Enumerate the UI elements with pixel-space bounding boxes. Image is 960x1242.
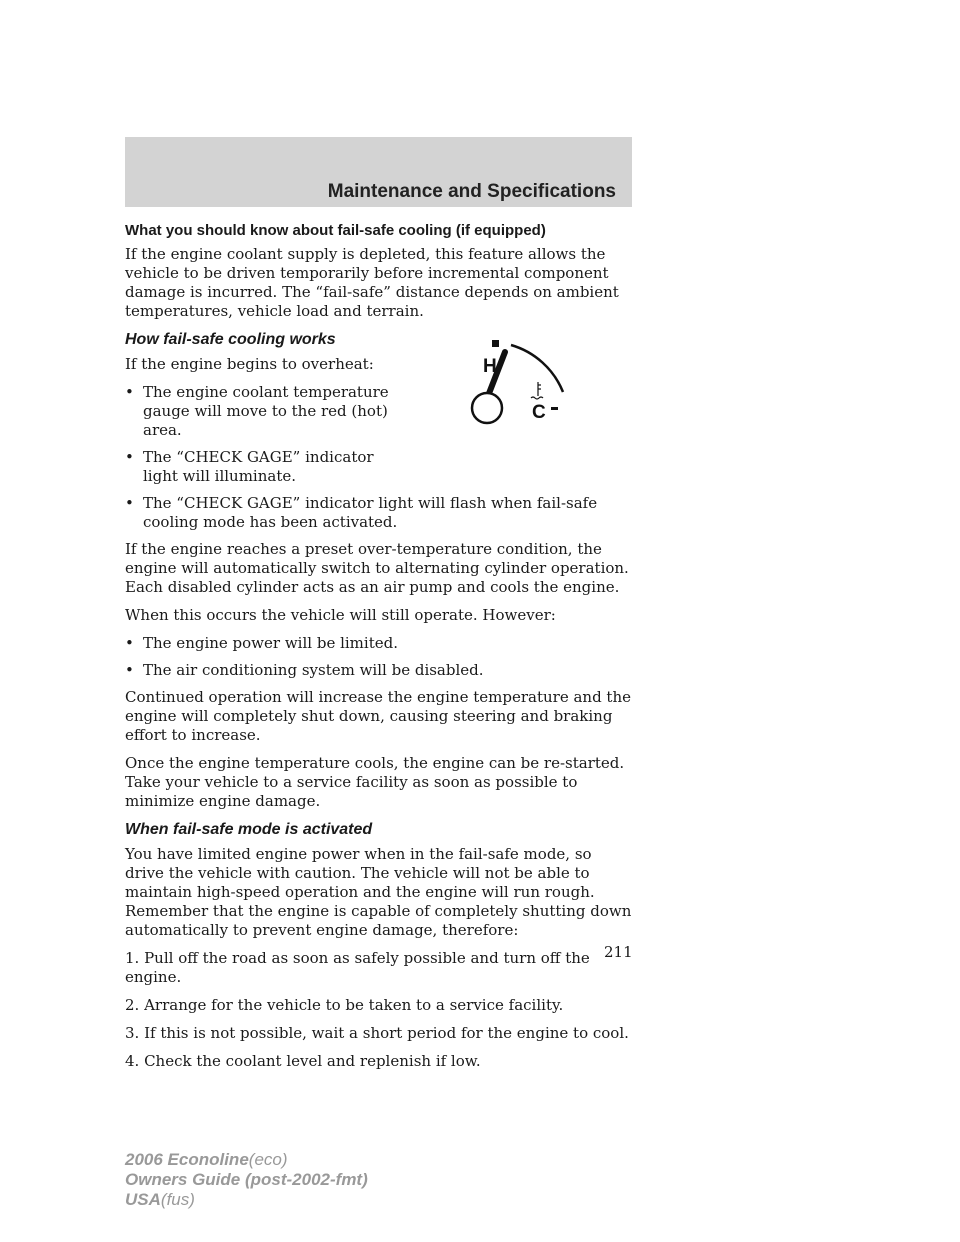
heading-fail-safe-cooling: What you should know about fail-safe cooling (if equipped) [125,222,546,239]
footer-line-guide: Owners Guide (post-2002-fmt) [125,1170,368,1189]
paragraph: You have limited engine power when in the fail-safe mode, so drive the vehicle with caution. The vehicle will not be able to maintain high-speed operation and the engine will run rough. Remember that the engine is capable of completely shutting down automatically to prevent engine damage, therefore: [125,845,632,939]
heading-how-it-works: How fail-safe cooling works [125,331,336,348]
step-item: 2. Arrange for the vehicle to be taken to a service facility. [125,996,564,1014]
hot-label: H [483,356,497,377]
list-item-text: The engine power will be limited. [143,634,398,652]
heading-fail-safe-activated: When fail-safe mode is activated [125,821,373,838]
document-footer [125,1150,368,1210]
list-item: • The engine coolant temperature gauge will move to the red (hot) area. [125,383,389,439]
list-item: • The air conditioning system will be disabled. [125,661,484,679]
paragraph: When this occurs the vehicle will still operate. However: [125,606,556,624]
list-item-text: The air conditioning system will be disabled. [143,661,484,679]
cold-tick-mark [551,407,558,410]
gauge-hub [472,393,502,423]
overheat-lead: If the engine begins to overheat: [125,355,374,373]
coolant-temperature-icon [531,382,543,399]
step-item: 4. Check the coolant level and replenish if low. [125,1052,481,1070]
list-item-text: The “CHECK GAGE” indicator light will illuminate. [143,448,374,485]
list-item: • The “CHECK GAGE” indicator light will illuminate. [125,448,374,485]
step-item: 1. Pull off the road as soon as safely possible and turn off the engine. [125,949,590,986]
hot-tick-mark [492,340,499,347]
footer-line-model: 2006 Econoline(eco) [125,1150,288,1169]
temperature-gauge-illustration [465,340,575,440]
list-item: • The engine power will be limited. [125,634,398,652]
gauge-arc [511,345,563,392]
paragraph: Continued operation will increase the engine temperature and the engine will completely shut down, causing steering and braking effort to increase. [125,688,632,744]
list-item: • The “CHECK GAGE” indicator light will flash when fail-safe cooling mode has been activated. [125,494,598,531]
step-item: 3. If this is not possible, wait a short period for the engine to cool. [125,1024,629,1042]
footer-line-region: USA(fus) [125,1190,195,1209]
list-item-text: The “CHECK GAGE” indicator light will flash when fail-safe cooling mode has been activated. [143,494,598,531]
paragraph: If the engine reaches a preset over-temperature condition, the engine will automatically switch to alternating cylinder operation. Each disabled cylinder acts as an air pump and cools the engine. [125,540,629,596]
list-item-text: The engine coolant temperature gauge will move to the red (hot) area. [143,383,389,439]
cold-label: C [532,402,546,423]
page-number: 211 [604,943,633,961]
paragraph: Once the engine temperature cools, the engine can be re-started. Take your vehicle to a service facility as soon as possible to minimize engine damage. [125,754,625,810]
section-header-band [125,137,632,207]
intro-paragraph: If the engine coolant supply is depleted, this feature allows the vehicle to be driven temporarily before incremental component damage is incurred. The “fail-safe” distance depends on ambient temperatures, vehicle load and terrain. [125,245,619,320]
section-title: Maintenance and Specifications [327,181,616,202]
